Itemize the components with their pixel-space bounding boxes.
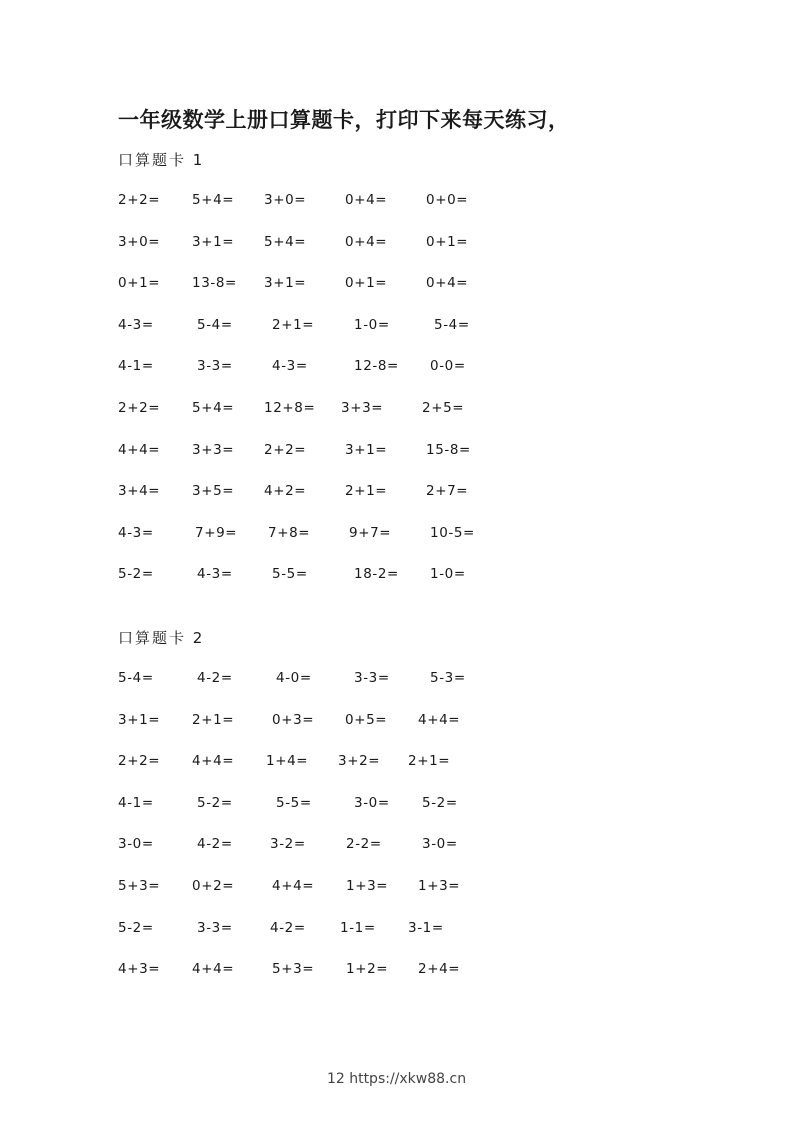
math-problem: 5+4= (192, 192, 235, 208)
math-problem: 2+1= (272, 316, 315, 333)
math-problem: 0+2= (192, 878, 235, 894)
problem-row (0, 920, 793, 940)
card-heading: 口算题卡 1 (118, 151, 205, 169)
math-problem: 1+3= (346, 878, 389, 894)
math-problem: 4+4= (272, 878, 315, 894)
problem-row (0, 192, 793, 212)
math-problem: 5+3= (118, 878, 161, 894)
math-problem: 0+0= (426, 192, 469, 208)
math-problem: 7+9= (195, 524, 238, 541)
math-problem: 7+8= (268, 524, 311, 541)
math-problem: 5-2= (197, 794, 233, 811)
math-problem: 15-8= (426, 441, 471, 458)
math-problem: 5-5= (272, 566, 308, 583)
math-problem: 1-1= (340, 919, 376, 936)
problem-row (0, 442, 793, 462)
page-title: 一年级数学上册口算题卡，打印下来每天练习， (118, 108, 570, 132)
math-problem: 3+3= (192, 441, 235, 458)
problem-row (0, 670, 793, 690)
problem-row (0, 234, 793, 254)
math-problem: 5-2= (118, 919, 154, 936)
math-problem: 0+1= (426, 233, 469, 250)
math-problem: 3+3= (341, 400, 384, 416)
math-problem: 3+2= (338, 753, 381, 770)
math-problem: 0+4= (345, 192, 388, 208)
math-problem: 4-2= (197, 670, 233, 686)
problem-row (0, 836, 793, 856)
math-problem: 2+2= (118, 192, 161, 208)
math-problem: 5+4= (264, 233, 307, 250)
math-problem: 5-4= (197, 316, 233, 333)
math-problem: 2+2= (118, 753, 161, 770)
math-problem: 3-0= (354, 794, 390, 811)
page-footer: 12 https://xkw88.cn (326, 1071, 467, 1087)
math-problem: 3-0= (422, 836, 458, 853)
math-problem: 2-2= (346, 836, 382, 853)
math-problem: 1+3= (418, 878, 461, 894)
math-problem: 10-5= (430, 524, 475, 541)
problem-row (0, 525, 793, 545)
problem-row (0, 878, 793, 898)
math-problem: 0+1= (345, 275, 388, 292)
math-problem: 3-3= (354, 670, 390, 686)
problem-row (0, 400, 793, 420)
math-problem: 4-2= (197, 836, 233, 853)
math-problem: 4+2= (264, 483, 307, 500)
math-problem: 3-2= (270, 836, 306, 853)
math-problem: 3+4= (118, 483, 161, 500)
math-problem: 18-2= (354, 566, 399, 583)
math-problem: 0+4= (345, 233, 388, 250)
math-problem: 0+4= (426, 275, 469, 292)
math-problem: 4-0= (276, 670, 312, 686)
math-problem: 4-3= (197, 566, 233, 583)
math-problem: 4-3= (118, 524, 154, 541)
math-problem: 12+8= (264, 400, 316, 416)
math-problem: 2+1= (345, 483, 388, 500)
math-problem: 3+1= (264, 275, 307, 292)
math-problem: 13-8= (192, 275, 237, 292)
math-problem: 4-3= (118, 316, 154, 333)
math-problem: 2+7= (426, 483, 469, 500)
math-problem: 4+4= (118, 441, 161, 458)
math-problem: 4-1= (118, 358, 154, 375)
math-problem: 3-1= (408, 919, 444, 936)
math-problem: 5+3= (272, 961, 315, 978)
math-problem: 9+7= (349, 524, 392, 541)
math-problem: 2+1= (408, 753, 451, 770)
math-problem: 2+4= (418, 961, 461, 978)
math-problem: 5-3= (430, 670, 466, 686)
math-problem: 4+4= (192, 753, 235, 770)
math-problem: 5-4= (118, 670, 154, 686)
math-problem: 2+5= (422, 400, 465, 416)
math-problem: 12-8= (354, 358, 399, 375)
math-problem: 0+5= (345, 711, 388, 728)
math-problem: 1+4= (266, 753, 309, 770)
math-problem: 0+3= (272, 711, 315, 728)
math-problem: 2+2= (118, 400, 161, 416)
math-problem: 3+1= (345, 441, 388, 458)
math-problem: 3-3= (197, 358, 233, 375)
problem-row (0, 961, 793, 981)
problem-row (0, 483, 793, 503)
math-problem: 3-3= (197, 919, 233, 936)
math-problem: 4-3= (272, 358, 308, 375)
problem-row (0, 317, 793, 337)
math-problem: 4+4= (418, 711, 461, 728)
problem-row (0, 275, 793, 295)
math-problem: 3-0= (118, 836, 154, 853)
problem-row (0, 712, 793, 732)
math-problem: 3+0= (118, 233, 161, 250)
math-problem: 0+1= (118, 275, 161, 292)
card-heading: 口算题卡 2 (118, 629, 205, 647)
math-problem: 1-0= (354, 316, 390, 333)
math-problem: 3+5= (192, 483, 235, 500)
math-problem: 5-2= (118, 566, 154, 583)
problem-row (0, 566, 793, 586)
math-problem: 4-1= (118, 794, 154, 811)
math-problem: 0-0= (430, 358, 466, 375)
math-problem: 5+4= (192, 400, 235, 416)
math-problem: 3+1= (192, 233, 235, 250)
math-problem: 4+4= (192, 961, 235, 978)
math-problem: 5-2= (422, 794, 458, 811)
math-problem: 5-5= (276, 794, 312, 811)
math-problem: 2+1= (192, 711, 235, 728)
math-problem: 3+1= (118, 711, 161, 728)
math-problem: 5-4= (434, 316, 470, 333)
math-problem: 1-0= (430, 566, 466, 583)
math-problem: 4-2= (270, 919, 306, 936)
math-problem: 4+3= (118, 961, 161, 978)
math-problem: 1+2= (346, 961, 389, 978)
problem-row (0, 753, 793, 773)
math-problem: 2+2= (264, 441, 307, 458)
problem-row (0, 795, 793, 815)
problem-row (0, 358, 793, 378)
math-problem: 3+0= (264, 192, 307, 208)
